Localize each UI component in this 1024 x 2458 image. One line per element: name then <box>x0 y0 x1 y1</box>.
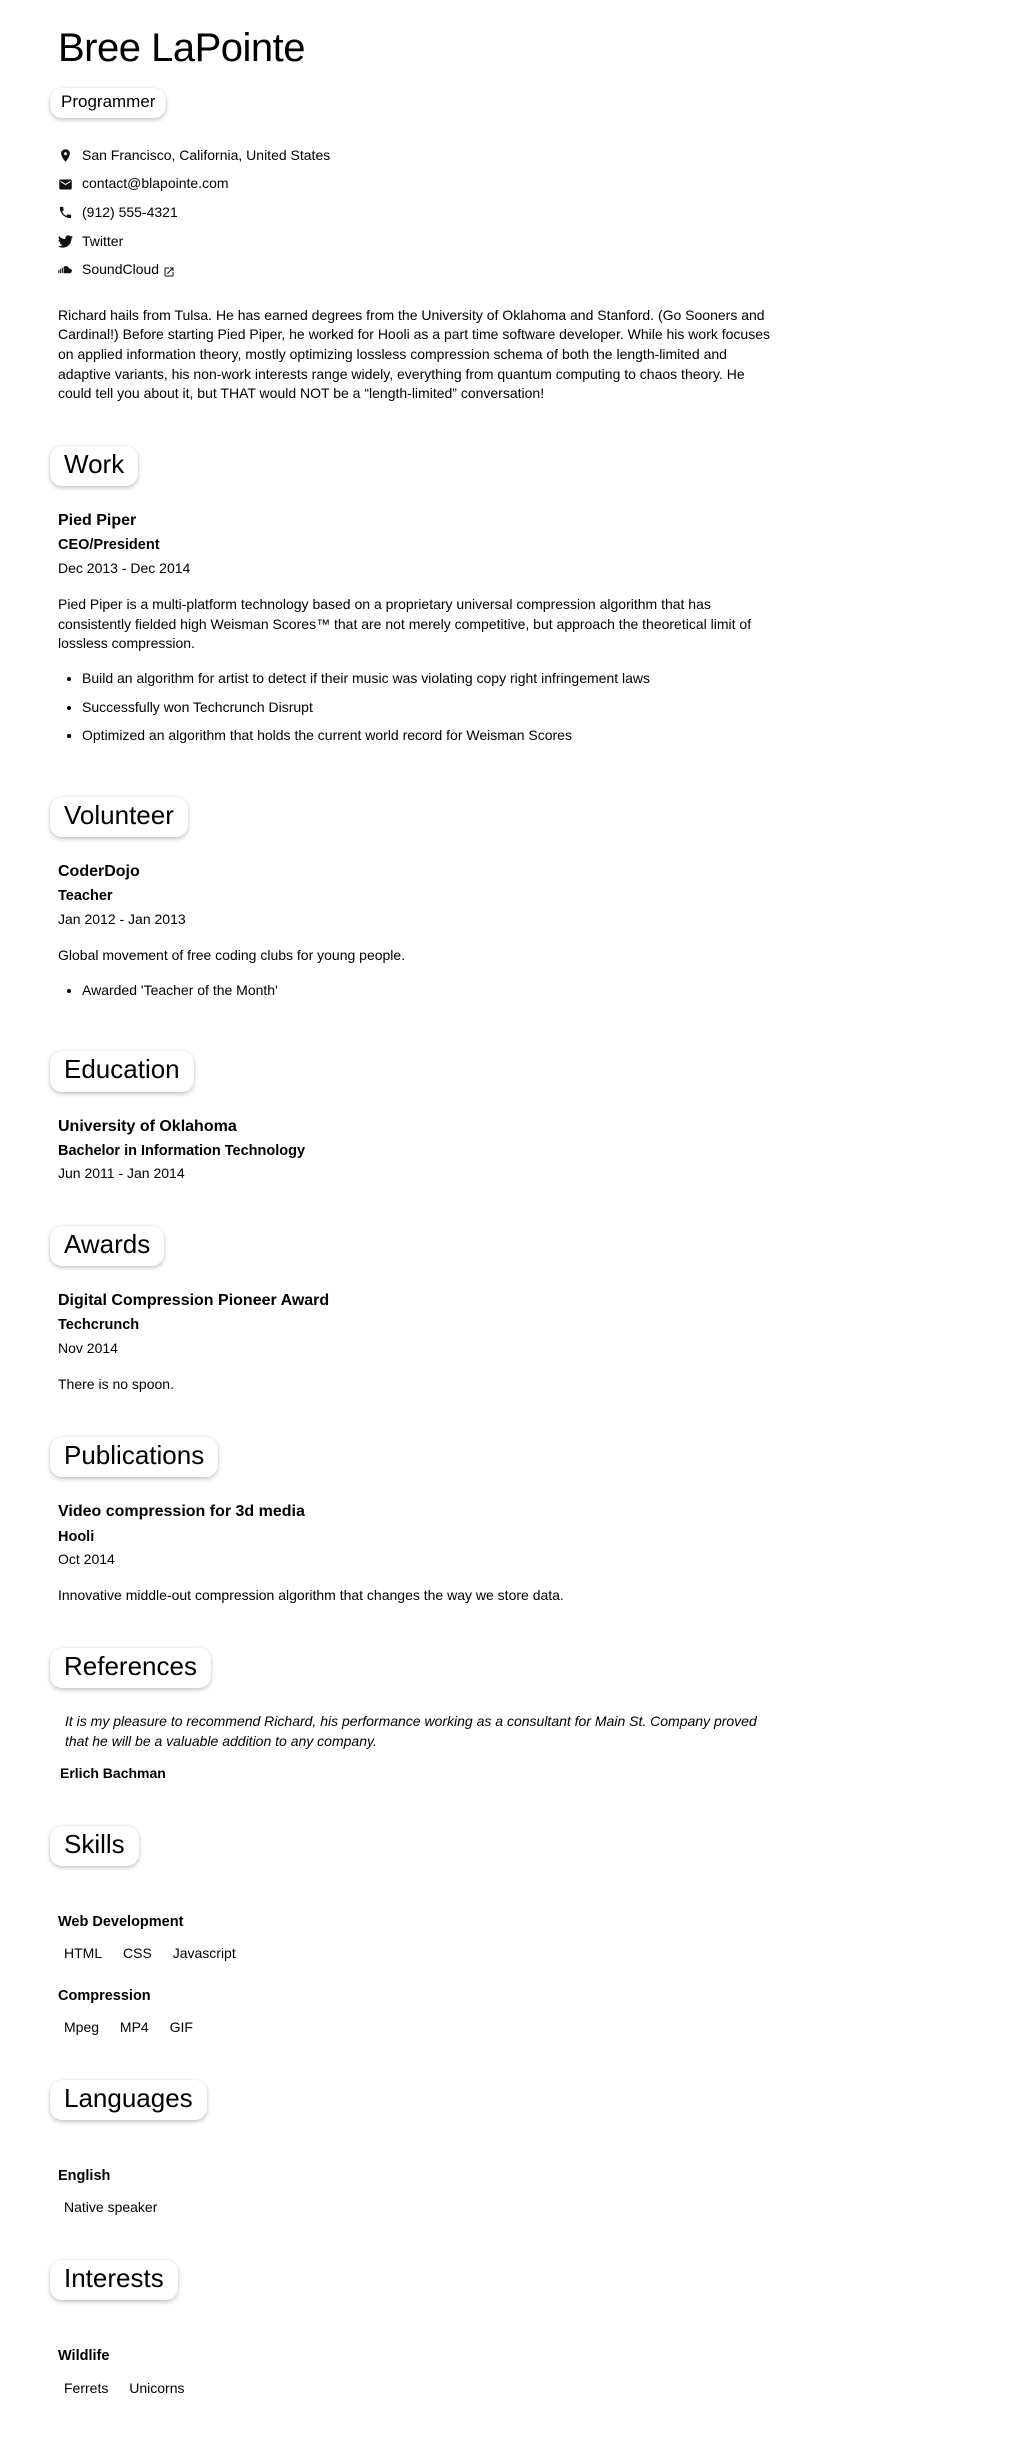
section-heading-interests: Interests <box>50 2260 178 2300</box>
highlight-item: • Awarded 'Teacher of the Month' <box>82 981 772 1001</box>
section-heading-publications: Publications <box>50 1437 218 1477</box>
position-title: Teacher <box>58 888 113 905</box>
section-work <box>58 404 772 746</box>
resume-header <box>58 26 772 118</box>
interest-entry <box>58 2346 772 2398</box>
volunteer-summary: Global movement of free coding clubs for young people. <box>58 947 406 964</box>
volunteer-entry <box>58 861 772 1000</box>
highlight-item: • Build an algorithm for artist to detect if their music was violating copy right infringement laws <box>82 669 772 689</box>
award-title: Digital Compression Pioneer Award <box>58 1292 330 1310</box>
organization-name: CoderDojo <box>58 862 140 880</box>
keyword: Unicorns <box>129 2379 185 2396</box>
skill-name: Web Development <box>58 1914 184 1931</box>
publication-date: Oct 2014 <box>58 1550 115 1567</box>
reference-name: Erlich Bachman <box>60 1765 166 1782</box>
section-skills <box>58 1784 772 2038</box>
keyword: Mpeg <box>64 2019 100 2036</box>
publication-title: Video compression for 3d media <box>58 1503 305 1521</box>
award-entry <box>58 1290 772 1395</box>
award-summary: There is no spoon. <box>58 1376 174 1393</box>
section-publications <box>58 1395 772 1606</box>
phone-icon <box>58 205 73 220</box>
section-volunteer <box>58 755 772 1001</box>
job-title-badge <box>50 88 166 118</box>
location-text: San Francisco, California, United States <box>82 146 331 163</box>
date-range: Jun 2011 - Jan 2014 <box>58 1165 185 1182</box>
section-references <box>58 1606 772 1784</box>
interest-keywords <box>64 2379 772 2399</box>
section-heading-skills: Skills <box>50 1826 139 1866</box>
summary-text: Richard hails from Tulsa. He has earned degrees from the University of Oklahoma and Stanford. (Go Sooners and Cardinal!) Before starting Pied Piper, he worked for Hooli as a part time software developer. While his work focuses on applied information theory, mostly optimizing lossless compression schema of both the length-limited and adaptive variants, his non-work interests range widely, everything from quantum computing to chaos theory. He could tell you about it, but THAT would NOT be a “length-limited” conversation! <box>58 306 770 402</box>
interest-name: Wildlife <box>58 2348 110 2365</box>
soundcloud-link[interactable]: SoundCloud <box>82 261 160 278</box>
section-languages <box>58 2038 772 2218</box>
email-text: contact@blapointe.com <box>82 175 229 192</box>
twitter-link[interactable]: Twitter <box>82 232 124 249</box>
publication-summary: Innovative middle-out compression algorithm that changes the way we store data. <box>58 1587 564 1604</box>
skill-entry <box>58 1986 772 2038</box>
contact-location <box>58 146 772 166</box>
date-range: Jan 2012 - Jan 2013 <box>58 910 186 927</box>
skill-keywords <box>64 1944 772 1964</box>
keyword: HTML <box>64 1945 103 1962</box>
soundcloud-icon <box>58 262 73 277</box>
keyword: MP4 <box>119 2019 149 2036</box>
section-heading-education: Education <box>50 1051 194 1091</box>
reference-entry <box>58 1712 772 1784</box>
language-name: English <box>58 2168 111 2185</box>
publisher-name: Hooli <box>58 1528 95 1545</box>
keyword: Javascript <box>172 1945 236 1962</box>
company-name: Pied Piper <box>58 511 137 529</box>
skill-entry <box>58 1912 772 1964</box>
work-summary: Pied Piper is a multi-platform technology based on a proprietary universal compression algorithm that has consistently fielded high Weisman Scores™ that are not merely competitive, but approach the theoretical limit of lossless compression. <box>58 596 752 652</box>
twitter-icon <box>58 234 73 249</box>
keyword: Ferrets <box>64 2379 109 2396</box>
keyword: CSS <box>123 1945 152 1962</box>
reference-quote: It is my pleasure to recommend Richard, his performance working as a consultant for Main St. Company proved that he will be a valuable addition to any company. <box>65 1713 757 1749</box>
education-entry <box>58 1116 772 1184</box>
section-interests <box>58 2218 772 2398</box>
section-heading-awards: Awards <box>50 1226 164 1266</box>
section-education <box>58 1009 772 1183</box>
job-title-label: Programmer <box>61 92 156 111</box>
language-fluency: Native speaker <box>64 2199 158 2216</box>
awarder-name: Techcrunch <box>58 1317 140 1334</box>
contact-email <box>58 174 772 194</box>
section-heading-work: Work <box>50 446 138 486</box>
contact-twitter <box>58 232 772 252</box>
location-pin-icon <box>58 148 73 163</box>
contact-phone <box>58 203 772 223</box>
position-title: CEO/President <box>58 537 160 554</box>
work-highlights <box>58 669 772 746</box>
volunteer-highlights <box>58 981 772 1001</box>
skill-name: Compression <box>58 1988 151 2005</box>
degree-title: Bachelor in Information Technology <box>58 1143 306 1159</box>
external-link-icon <box>163 264 175 276</box>
highlight-item: • Successfully won Techcrunch Disrupt <box>82 698 772 718</box>
page-title: Bree LaPointe <box>58 26 306 70</box>
date-range: Dec 2013 - Dec 2014 <box>58 559 191 576</box>
contact-list <box>58 146 772 280</box>
phone-text: (912) 555-4321 <box>82 203 178 220</box>
section-heading-references: References <box>50 1648 211 1688</box>
section-heading-languages: Languages <box>50 2080 207 2120</box>
section-heading-volunteer: Volunteer <box>50 797 188 837</box>
language-entry <box>58 2166 772 2218</box>
publication-entry <box>58 1501 772 1606</box>
envelope-icon <box>58 177 73 192</box>
keyword: GIF <box>169 2019 193 2036</box>
institution-name: University of Oklahoma <box>58 1117 237 1135</box>
work-entry <box>58 510 772 746</box>
skill-keywords <box>64 2018 772 2038</box>
highlight-item: • Optimized an algorithm that holds the current world record for Weisman Scores <box>82 726 772 746</box>
award-date: Nov 2014 <box>58 1339 118 1356</box>
section-awards <box>58 1184 772 1395</box>
contact-soundcloud <box>58 260 772 280</box>
